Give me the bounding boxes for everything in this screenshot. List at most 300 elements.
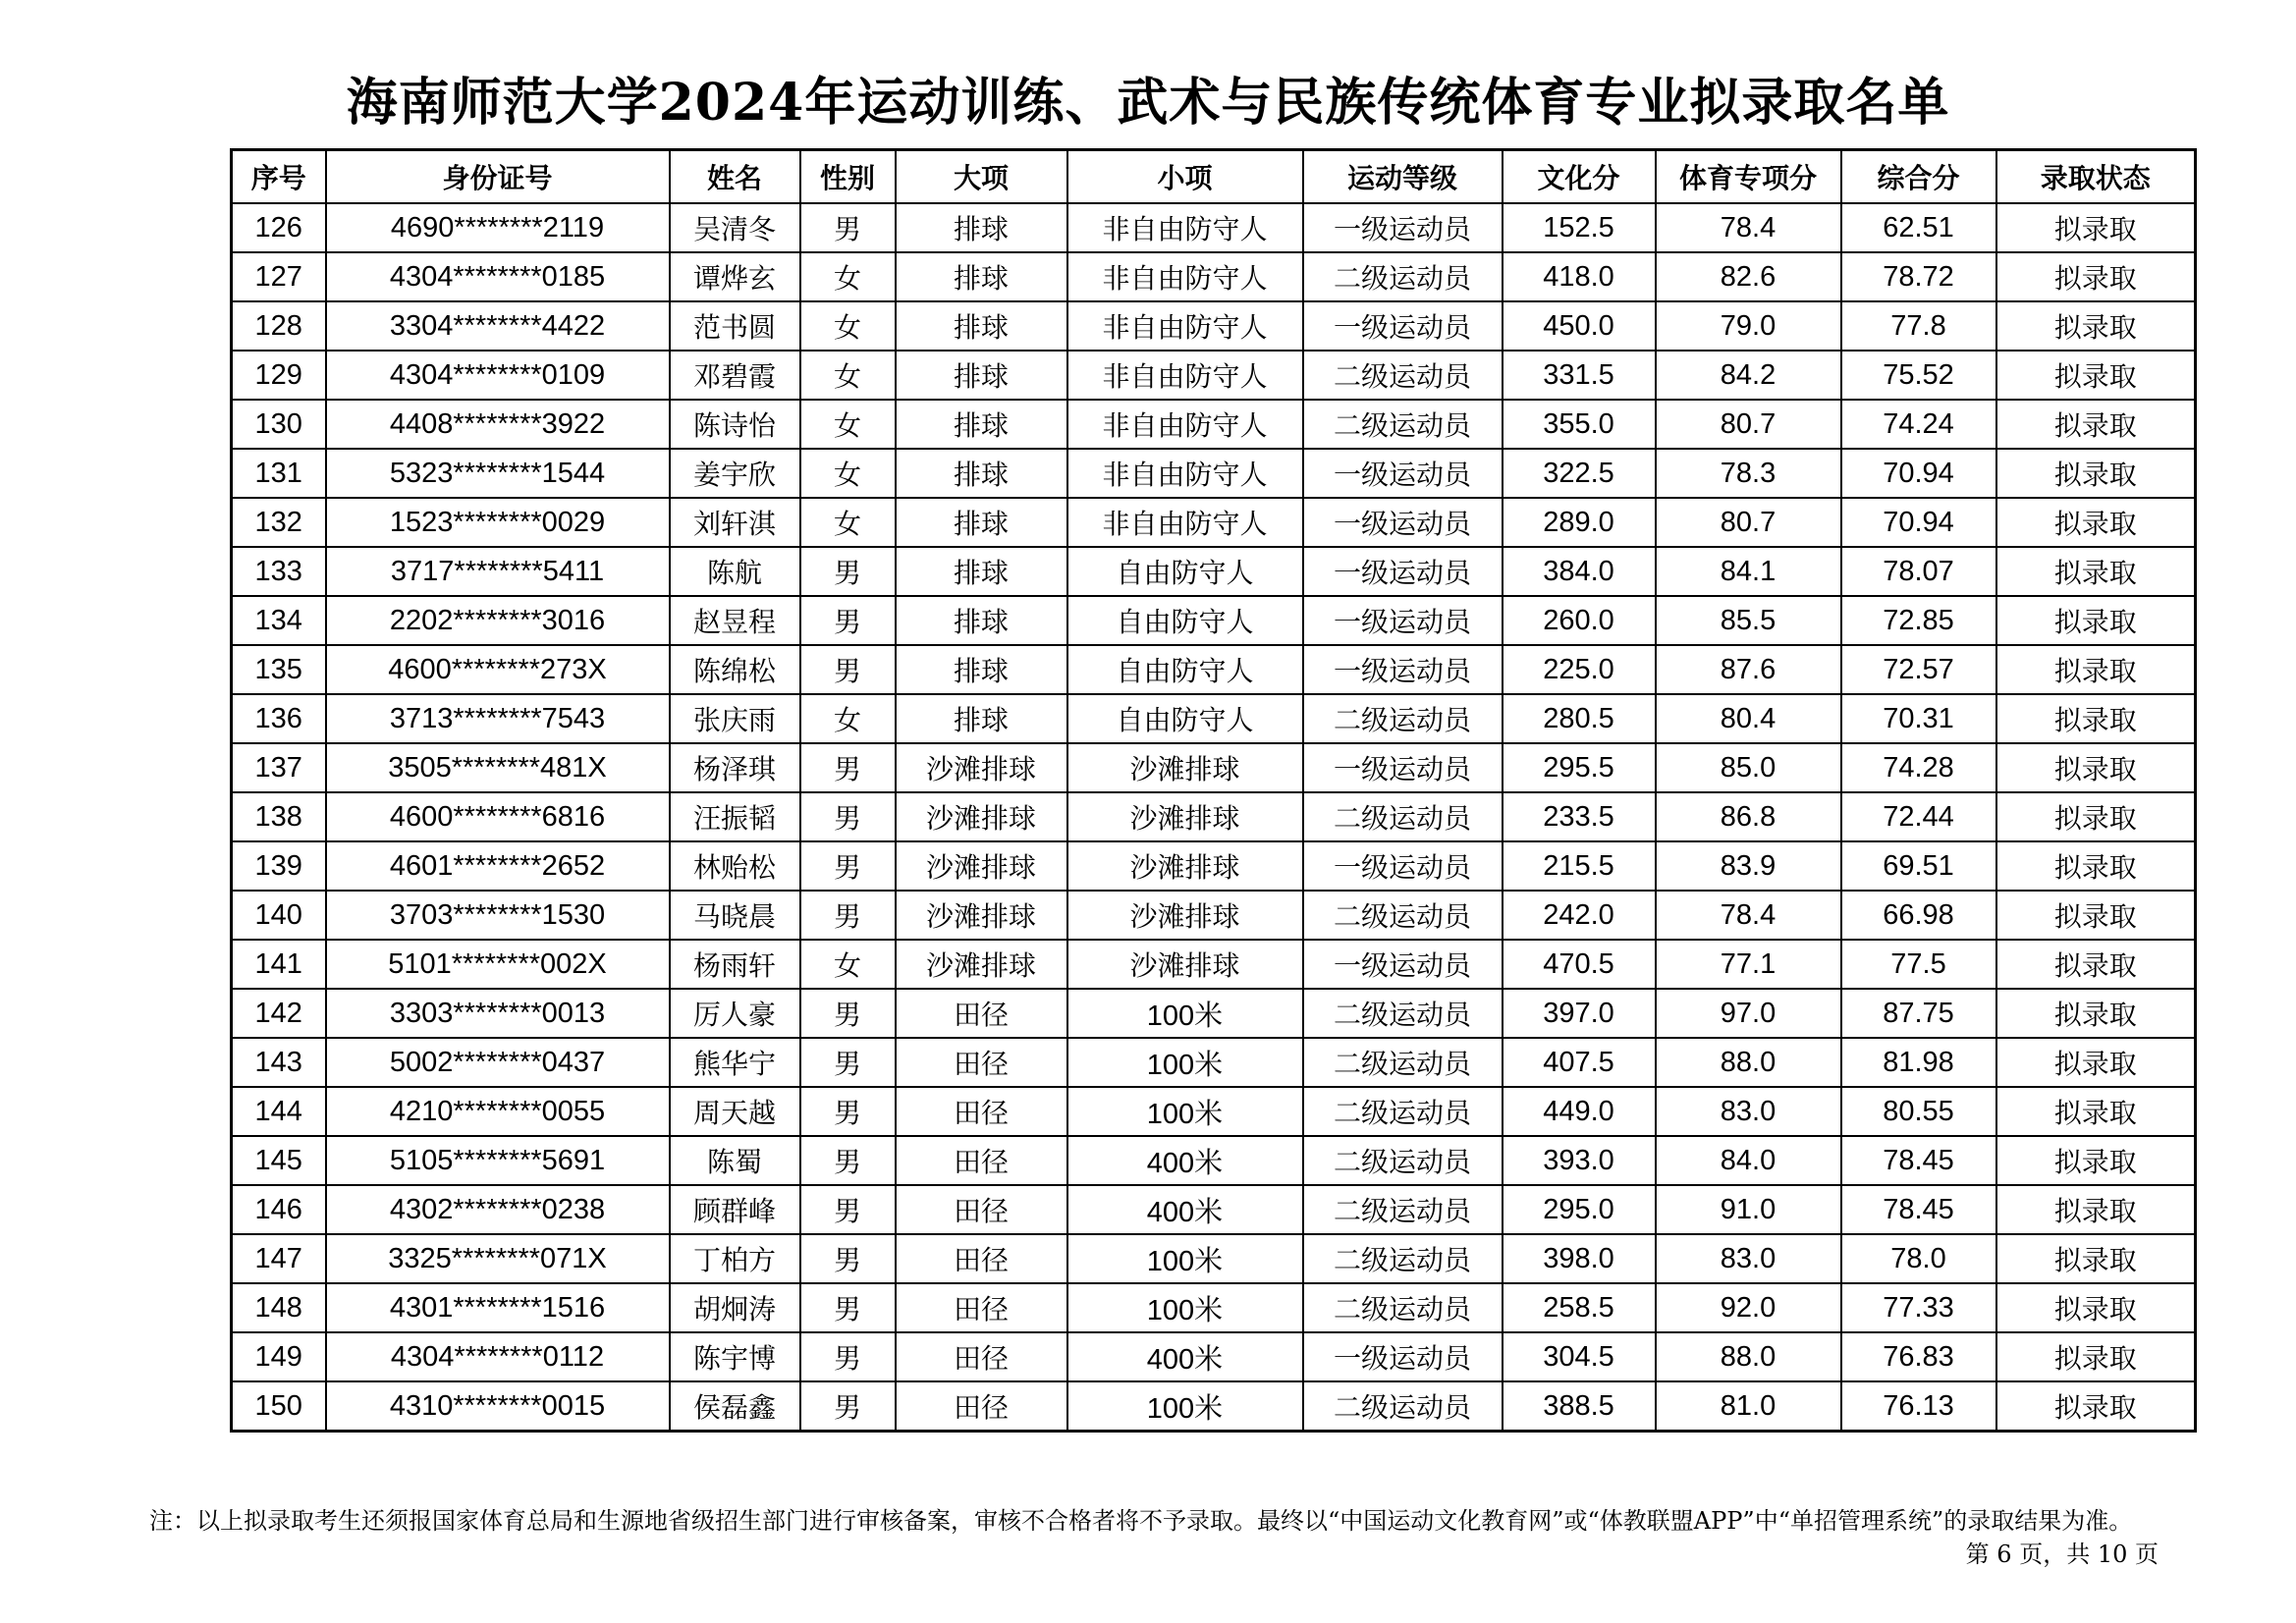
cell-category: 田径 (896, 1332, 1067, 1381)
cell-gender: 女 (800, 400, 896, 449)
cell-gender: 男 (800, 1234, 896, 1283)
table-row (232, 940, 2196, 989)
cell-id-number: 4601********2652 (326, 841, 670, 891)
cell-event: 100米 (1067, 1381, 1303, 1432)
cell-sport-score: 88.0 (1656, 1332, 1841, 1381)
footer-note: 注：以上拟录取考生还须报国家体育总局和生源地省级招生部门进行审核备案，审核不合格者将不予录取。最终以“中国运动文化教育网”或“体教联盟APP”中“单招管理系统”的录取结果为准。 (149, 1507, 2133, 1535)
cell-culture-score: 289.0 (1503, 498, 1656, 547)
cell-level: 一级运动员 (1303, 743, 1503, 792)
cell-sport-score: 83.9 (1656, 841, 1841, 891)
cell-level: 二级运动员 (1303, 1185, 1503, 1234)
cell-culture-score: 418.0 (1503, 252, 1656, 301)
cell-category: 排球 (896, 449, 1067, 498)
cell-event: 400米 (1067, 1185, 1303, 1234)
cell-sport-score: 77.1 (1656, 940, 1841, 989)
cell-seq: 140 (232, 891, 326, 940)
cell-status: 拟录取 (1996, 449, 2196, 498)
cell-category: 排球 (896, 252, 1067, 301)
cell-id-number: 3325********071X (326, 1234, 670, 1283)
cell-culture-score: 449.0 (1503, 1087, 1656, 1136)
cell-gender: 女 (800, 351, 896, 400)
cell-status: 拟录取 (1996, 400, 2196, 449)
cell-seq: 126 (232, 203, 326, 252)
cell-name: 范书圆 (670, 301, 800, 351)
cell-name: 马晓晨 (670, 891, 800, 940)
cell-total-score: 72.85 (1841, 596, 1996, 645)
cell-culture-score: 397.0 (1503, 989, 1656, 1038)
cell-gender: 女 (800, 498, 896, 547)
cell-category: 沙滩排球 (896, 841, 1067, 891)
table-row (232, 351, 2196, 400)
cell-category: 田径 (896, 1381, 1067, 1432)
cell-name: 姜宇欣 (670, 449, 800, 498)
cell-id-number: 3303********0013 (326, 989, 670, 1038)
column-header-gender: 性别 (800, 150, 896, 204)
cell-category: 田径 (896, 1038, 1067, 1087)
cell-sport-score: 80.4 (1656, 694, 1841, 743)
cell-event: 100米 (1067, 1234, 1303, 1283)
cell-name: 周天越 (670, 1087, 800, 1136)
cell-total-score: 69.51 (1841, 841, 1996, 891)
table-row (232, 792, 2196, 841)
cell-status: 拟录取 (1996, 252, 2196, 301)
cell-name: 陈诗怡 (670, 400, 800, 449)
cell-id-number: 4302********0238 (326, 1185, 670, 1234)
cell-sport-score: 83.0 (1656, 1087, 1841, 1136)
cell-id-number: 4408********3922 (326, 400, 670, 449)
cell-id-number: 4304********0109 (326, 351, 670, 400)
cell-event: 非自由防守人 (1067, 203, 1303, 252)
cell-culture-score: 152.5 (1503, 203, 1656, 252)
cell-level: 一级运动员 (1303, 1332, 1503, 1381)
cell-culture-score: 393.0 (1503, 1136, 1656, 1185)
cell-status: 拟录取 (1996, 203, 2196, 252)
cell-event: 400米 (1067, 1332, 1303, 1381)
cell-event: 非自由防守人 (1067, 252, 1303, 301)
table-row (232, 498, 2196, 547)
cell-sport-score: 84.0 (1656, 1136, 1841, 1185)
table-row (232, 1087, 2196, 1136)
cell-id-number: 4304********0185 (326, 252, 670, 301)
cell-status: 拟录取 (1996, 1283, 2196, 1332)
cell-total-score: 77.5 (1841, 940, 1996, 989)
cell-gender: 男 (800, 203, 896, 252)
cell-category: 田径 (896, 1136, 1067, 1185)
cell-name: 顾群峰 (670, 1185, 800, 1234)
cell-total-score: 74.24 (1841, 400, 1996, 449)
cell-seq: 138 (232, 792, 326, 841)
cell-category: 沙滩排球 (896, 792, 1067, 841)
cell-status: 拟录取 (1996, 1087, 2196, 1136)
cell-level: 二级运动员 (1303, 891, 1503, 940)
table-row (232, 400, 2196, 449)
page-indicator: 第 6 页，共 10 页 (1965, 1541, 2159, 1568)
cell-id-number: 4600********273X (326, 645, 670, 694)
cell-culture-score: 470.5 (1503, 940, 1656, 989)
cell-id-number: 3713********7543 (326, 694, 670, 743)
cell-gender: 女 (800, 252, 896, 301)
cell-name: 谭烨玄 (670, 252, 800, 301)
page-title: 海南师范大学2024年运动训练、武术与民族传统体育专业拟录取名单 (346, 73, 1950, 133)
table-row (232, 596, 2196, 645)
cell-seq: 136 (232, 694, 326, 743)
cell-total-score: 74.28 (1841, 743, 1996, 792)
cell-category: 沙滩排球 (896, 891, 1067, 940)
cell-level: 二级运动员 (1303, 1283, 1503, 1332)
cell-sport-score: 85.5 (1656, 596, 1841, 645)
cell-id-number: 4310********0015 (326, 1381, 670, 1432)
cell-gender: 男 (800, 1136, 896, 1185)
cell-status: 拟录取 (1996, 743, 2196, 792)
cell-total-score: 72.44 (1841, 792, 1996, 841)
cell-level: 一级运动员 (1303, 449, 1503, 498)
cell-status: 拟录取 (1996, 498, 2196, 547)
cell-name: 陈蜀 (670, 1136, 800, 1185)
cell-gender: 男 (800, 989, 896, 1038)
cell-culture-score: 304.5 (1503, 1332, 1656, 1381)
cell-level: 二级运动员 (1303, 400, 1503, 449)
cell-event: 沙滩排球 (1067, 891, 1303, 940)
cell-category: 排球 (896, 203, 1067, 252)
cell-seq: 143 (232, 1038, 326, 1087)
cell-status: 拟录取 (1996, 1332, 2196, 1381)
column-header-category: 大项 (896, 150, 1067, 204)
cell-culture-score: 331.5 (1503, 351, 1656, 400)
cell-total-score: 77.33 (1841, 1283, 1996, 1332)
cell-seq: 139 (232, 841, 326, 891)
cell-name: 陈绵松 (670, 645, 800, 694)
cell-gender: 男 (800, 596, 896, 645)
cell-culture-score: 355.0 (1503, 400, 1656, 449)
table-row (232, 841, 2196, 891)
cell-id-number: 4210********0055 (326, 1087, 670, 1136)
table-row (232, 1038, 2196, 1087)
cell-gender: 男 (800, 792, 896, 841)
cell-event: 100米 (1067, 989, 1303, 1038)
cell-id-number: 5323********1544 (326, 449, 670, 498)
cell-sport-score: 91.0 (1656, 1185, 1841, 1234)
cell-sport-score: 84.1 (1656, 547, 1841, 596)
cell-gender: 男 (800, 841, 896, 891)
cell-event: 100米 (1067, 1087, 1303, 1136)
cell-status: 拟录取 (1996, 989, 2196, 1038)
cell-sport-score: 84.2 (1656, 351, 1841, 400)
cell-seq: 146 (232, 1185, 326, 1234)
cell-id-number: 3505********481X (326, 743, 670, 792)
cell-seq: 137 (232, 743, 326, 792)
cell-culture-score: 450.0 (1503, 301, 1656, 351)
cell-total-score: 81.98 (1841, 1038, 1996, 1087)
cell-gender: 男 (800, 1185, 896, 1234)
cell-id-number: 5002********0437 (326, 1038, 670, 1087)
cell-sport-score: 88.0 (1656, 1038, 1841, 1087)
cell-seq: 141 (232, 940, 326, 989)
cell-status: 拟录取 (1996, 301, 2196, 351)
table-body (232, 203, 2196, 1432)
cell-level: 二级运动员 (1303, 1234, 1503, 1283)
cell-name: 熊华宁 (670, 1038, 800, 1087)
cell-name: 丁柏方 (670, 1234, 800, 1283)
cell-name: 吴清冬 (670, 203, 800, 252)
cell-category: 田径 (896, 989, 1067, 1038)
cell-level: 二级运动员 (1303, 1038, 1503, 1087)
cell-category: 排球 (896, 351, 1067, 400)
cell-name: 陈宇博 (670, 1332, 800, 1381)
cell-culture-score: 295.0 (1503, 1185, 1656, 1234)
cell-id-number: 1523********0029 (326, 498, 670, 547)
cell-category: 田径 (896, 1087, 1067, 1136)
table-row (232, 1381, 2196, 1432)
cell-name: 邓碧霞 (670, 351, 800, 400)
cell-total-score: 80.55 (1841, 1087, 1996, 1136)
table-row (232, 203, 2196, 252)
table-row (232, 743, 2196, 792)
cell-level: 一级运动员 (1303, 940, 1503, 989)
cell-name: 杨泽琪 (670, 743, 800, 792)
cell-gender: 男 (800, 1283, 896, 1332)
cell-event: 沙滩排球 (1067, 841, 1303, 891)
cell-level: 二级运动员 (1303, 792, 1503, 841)
cell-level: 一级运动员 (1303, 301, 1503, 351)
cell-event: 沙滩排球 (1067, 792, 1303, 841)
cell-name: 林贻松 (670, 841, 800, 891)
column-header-culture-score: 文化分 (1503, 150, 1656, 204)
cell-gender: 男 (800, 1087, 896, 1136)
cell-name: 刘轩淇 (670, 498, 800, 547)
cell-seq: 131 (232, 449, 326, 498)
cell-id-number: 3703********1530 (326, 891, 670, 940)
cell-seq: 127 (232, 252, 326, 301)
cell-status: 拟录取 (1996, 645, 2196, 694)
cell-gender: 男 (800, 891, 896, 940)
cell-gender: 男 (800, 743, 896, 792)
cell-status: 拟录取 (1996, 891, 2196, 940)
cell-gender: 男 (800, 645, 896, 694)
cell-gender: 女 (800, 694, 896, 743)
cell-event: 100米 (1067, 1038, 1303, 1087)
cell-name: 赵昱程 (670, 596, 800, 645)
cell-level: 一级运动员 (1303, 547, 1503, 596)
column-header-total-score: 综合分 (1841, 150, 1996, 204)
cell-name: 杨雨轩 (670, 940, 800, 989)
table-row (232, 252, 2196, 301)
cell-event: 非自由防守人 (1067, 301, 1303, 351)
cell-total-score: 70.94 (1841, 498, 1996, 547)
table-row (232, 989, 2196, 1038)
cell-category: 田径 (896, 1283, 1067, 1332)
cell-category: 沙滩排球 (896, 940, 1067, 989)
cell-name: 胡炯涛 (670, 1283, 800, 1332)
cell-level: 二级运动员 (1303, 351, 1503, 400)
cell-event: 100米 (1067, 1283, 1303, 1332)
cell-sport-score: 86.8 (1656, 792, 1841, 841)
cell-sport-score: 78.4 (1656, 891, 1841, 940)
cell-culture-score: 260.0 (1503, 596, 1656, 645)
admission-table (230, 148, 2197, 1433)
cell-culture-score: 233.5 (1503, 792, 1656, 841)
cell-culture-score: 322.5 (1503, 449, 1656, 498)
cell-total-score: 72.57 (1841, 645, 1996, 694)
column-header-sport-score: 体育专项分 (1656, 150, 1841, 204)
column-header-name: 姓名 (670, 150, 800, 204)
cell-event: 自由防守人 (1067, 547, 1303, 596)
cell-id-number: 4301********1516 (326, 1283, 670, 1332)
cell-sport-score: 92.0 (1656, 1283, 1841, 1332)
cell-category: 排球 (896, 301, 1067, 351)
cell-status: 拟录取 (1996, 1234, 2196, 1283)
cell-gender: 女 (800, 449, 896, 498)
table-row (232, 449, 2196, 498)
cell-sport-score: 83.0 (1656, 1234, 1841, 1283)
cell-id-number: 3717********5411 (326, 547, 670, 596)
cell-total-score: 76.83 (1841, 1332, 1996, 1381)
cell-culture-score: 215.5 (1503, 841, 1656, 891)
cell-culture-score: 258.5 (1503, 1283, 1656, 1332)
cell-total-score: 62.51 (1841, 203, 1996, 252)
cell-level: 二级运动员 (1303, 694, 1503, 743)
cell-total-score: 78.07 (1841, 547, 1996, 596)
column-header-seq: 序号 (232, 150, 326, 204)
cell-gender: 男 (800, 1381, 896, 1432)
cell-culture-score: 280.5 (1503, 694, 1656, 743)
cell-id-number: 4690********2119 (326, 203, 670, 252)
cell-culture-score: 384.0 (1503, 547, 1656, 596)
cell-status: 拟录取 (1996, 1381, 2196, 1432)
cell-id-number: 5105********5691 (326, 1136, 670, 1185)
cell-seq: 134 (232, 596, 326, 645)
cell-event: 沙滩排球 (1067, 940, 1303, 989)
table-row (232, 1136, 2196, 1185)
cell-category: 排球 (896, 498, 1067, 547)
cell-total-score: 77.8 (1841, 301, 1996, 351)
cell-id-number: 4304********0112 (326, 1332, 670, 1381)
cell-total-score: 76.13 (1841, 1381, 1996, 1432)
cell-seq: 145 (232, 1136, 326, 1185)
cell-name: 汪振韬 (670, 792, 800, 841)
cell-status: 拟录取 (1996, 596, 2196, 645)
cell-seq: 133 (232, 547, 326, 596)
table-row (232, 694, 2196, 743)
cell-sport-score: 80.7 (1656, 400, 1841, 449)
cell-seq: 135 (232, 645, 326, 694)
cell-level: 一级运动员 (1303, 645, 1503, 694)
cell-total-score: 70.94 (1841, 449, 1996, 498)
cell-event: 自由防守人 (1067, 694, 1303, 743)
cell-total-score: 78.0 (1841, 1234, 1996, 1283)
cell-event: 400米 (1067, 1136, 1303, 1185)
cell-seq: 130 (232, 400, 326, 449)
cell-level: 一级运动员 (1303, 596, 1503, 645)
cell-sport-score: 87.6 (1656, 645, 1841, 694)
table-row (232, 1283, 2196, 1332)
cell-name: 张庆雨 (670, 694, 800, 743)
cell-seq: 147 (232, 1234, 326, 1283)
cell-sport-score: 78.4 (1656, 203, 1841, 252)
cell-sport-score: 82.6 (1656, 252, 1841, 301)
cell-total-score: 87.75 (1841, 989, 1996, 1038)
cell-status: 拟录取 (1996, 351, 2196, 400)
cell-culture-score: 242.0 (1503, 891, 1656, 940)
cell-status: 拟录取 (1996, 1038, 2196, 1087)
cell-sport-score: 97.0 (1656, 989, 1841, 1038)
cell-level: 一级运动员 (1303, 841, 1503, 891)
cell-status: 拟录取 (1996, 1136, 2196, 1185)
column-header-event: 小项 (1067, 150, 1303, 204)
cell-level: 二级运动员 (1303, 1087, 1503, 1136)
cell-id-number: 4600********6816 (326, 792, 670, 841)
cell-level: 一级运动员 (1303, 203, 1503, 252)
cell-id-number: 3304********4422 (326, 301, 670, 351)
column-header-level: 运动等级 (1303, 150, 1503, 204)
cell-category: 田径 (896, 1185, 1067, 1234)
cell-category: 排球 (896, 596, 1067, 645)
cell-category: 沙滩排球 (896, 743, 1067, 792)
cell-event: 非自由防守人 (1067, 400, 1303, 449)
cell-status: 拟录取 (1996, 547, 2196, 596)
cell-culture-score: 407.5 (1503, 1038, 1656, 1087)
table-row (232, 1234, 2196, 1283)
cell-seq: 142 (232, 989, 326, 1038)
cell-id-number: 2202********3016 (326, 596, 670, 645)
cell-total-score: 78.45 (1841, 1185, 1996, 1234)
cell-culture-score: 295.5 (1503, 743, 1656, 792)
cell-culture-score: 398.0 (1503, 1234, 1656, 1283)
cell-name: 陈航 (670, 547, 800, 596)
cell-culture-score: 225.0 (1503, 645, 1656, 694)
cell-category: 排球 (896, 694, 1067, 743)
cell-culture-score: 388.5 (1503, 1381, 1656, 1432)
column-header-status: 录取状态 (1996, 150, 2196, 204)
cell-category: 田径 (896, 1234, 1067, 1283)
cell-seq: 149 (232, 1332, 326, 1381)
cell-seq: 132 (232, 498, 326, 547)
cell-seq: 150 (232, 1381, 326, 1432)
table-row (232, 891, 2196, 940)
cell-category: 排球 (896, 547, 1067, 596)
cell-total-score: 66.98 (1841, 891, 1996, 940)
cell-level: 二级运动员 (1303, 1381, 1503, 1432)
cell-name: 厉人豪 (670, 989, 800, 1038)
cell-sport-score: 80.7 (1656, 498, 1841, 547)
cell-status: 拟录取 (1996, 694, 2196, 743)
cell-sport-score: 79.0 (1656, 301, 1841, 351)
column-header-id-number: 身份证号 (326, 150, 670, 204)
cell-sport-score: 85.0 (1656, 743, 1841, 792)
cell-event: 非自由防守人 (1067, 498, 1303, 547)
table-row (232, 1332, 2196, 1381)
cell-status: 拟录取 (1996, 792, 2196, 841)
cell-total-score: 78.45 (1841, 1136, 1996, 1185)
cell-category: 排球 (896, 400, 1067, 449)
cell-seq: 144 (232, 1087, 326, 1136)
cell-total-score: 70.31 (1841, 694, 1996, 743)
cell-event: 非自由防守人 (1067, 351, 1303, 400)
cell-gender: 女 (800, 301, 896, 351)
table-header-row (232, 150, 2196, 204)
cell-sport-score: 81.0 (1656, 1381, 1841, 1432)
cell-level: 二级运动员 (1303, 1136, 1503, 1185)
cell-gender: 男 (800, 1332, 896, 1381)
cell-seq: 128 (232, 301, 326, 351)
cell-event: 自由防守人 (1067, 596, 1303, 645)
cell-status: 拟录取 (1996, 841, 2196, 891)
table-row (232, 301, 2196, 351)
cell-level: 一级运动员 (1303, 498, 1503, 547)
cell-event: 自由防守人 (1067, 645, 1303, 694)
cell-gender: 女 (800, 940, 896, 989)
table-row (232, 1185, 2196, 1234)
table-row (232, 645, 2196, 694)
